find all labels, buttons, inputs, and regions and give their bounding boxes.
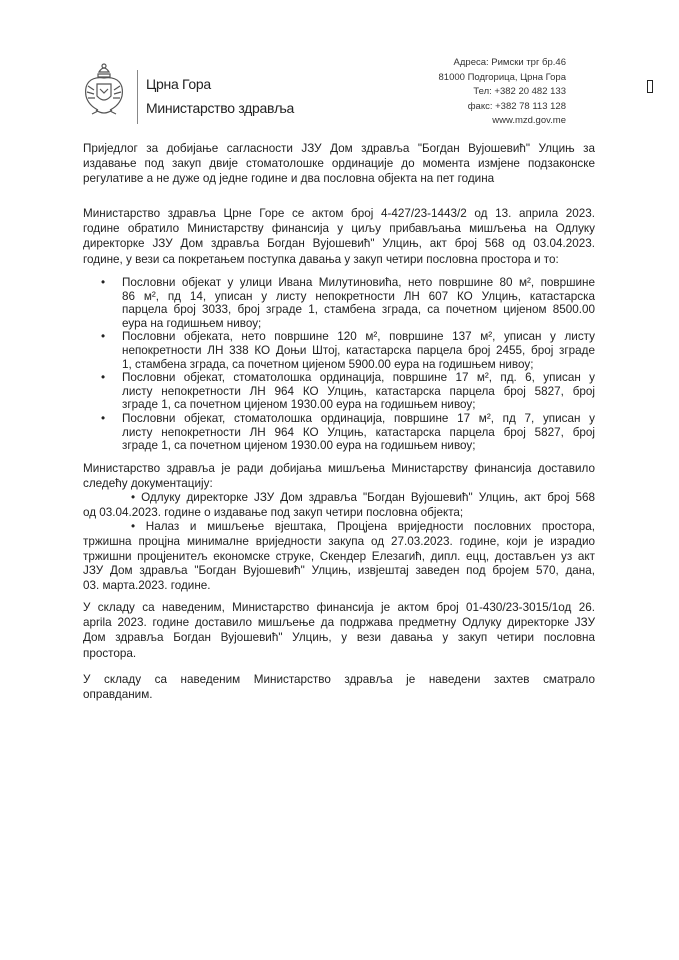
text-line: 1, стамбена зграда, са почетном цијеном 5900.00 еура на годишњем нивоу; xyxy=(122,357,534,371)
bullet-icon: • xyxy=(101,371,106,385)
text-line: парцела број 3033, број зграде 1, стамбена зграда, са почетном цијеном 8500.00 xyxy=(122,303,595,317)
text-line: године обратило Министарству финансија у циљу прибављања мишљења на Одлуку xyxy=(83,222,595,236)
text-line: Пословни објекат у улици Ивана Милутиновића, нето површине 80 м², површине xyxy=(122,276,595,289)
list-item xyxy=(100,330,595,371)
fax-line: факс: +382 78 113 128 xyxy=(467,100,566,112)
bullet-icon: • xyxy=(101,411,106,425)
text-line: У складу са наведеним, Министарство финансија је актом број 01-430/23-3015/1од 26. xyxy=(83,601,595,614)
text-line: тржишни процјенитељ економске струке, Скендер Елезагић, дипл. ецц, достављен уз акт xyxy=(83,549,595,563)
placeholder-box-icon xyxy=(647,80,653,93)
website-line: www.mzd.gov.me xyxy=(492,115,566,127)
paragraph-intro xyxy=(83,206,595,267)
list-item xyxy=(100,371,595,412)
text-line: следећу документацију: xyxy=(83,476,213,490)
coat-of-arms-logo xyxy=(82,62,126,120)
list-item xyxy=(100,412,595,453)
address-line: Адреса: Римски трг бр.46 xyxy=(453,57,566,68)
ministry-name: Министарство здравља xyxy=(146,100,294,116)
text-line: У складу са наведеним Министарство здравља је наведени захтев сматрало xyxy=(83,673,595,686)
text-line: Министарство здравља Црне Горе се актом број 4-427/23-1443/2 од 13. априла 2023. xyxy=(83,207,595,220)
text-line: еура на годишњем нивоу; xyxy=(122,316,262,330)
text-line: од 03.04.2023. године о издавање под закуп четири пословна објекта; xyxy=(83,505,464,519)
text-line: године, у вези са покретањем поступка давања у закуп четири пословна простора и то: xyxy=(83,252,559,266)
text-line: директорке ЈЗУ Дом здравља Богдан Вујошевић" Улцињ, акт број 568 од 03.04.2023. xyxy=(83,237,595,251)
phone-line: Тел: +382 20 482 133 xyxy=(473,86,566,98)
text-line: 03. марта.2023. године. xyxy=(83,578,211,592)
list-item xyxy=(100,276,595,330)
text-line: непокретности ЛН 338 КО Доњи Штој, катастарска парцела број 2455, број зграде xyxy=(122,343,595,357)
text-line: Пословни објекат, стоматолошка ординација, површине 17 м², пд 7, уписан у xyxy=(122,411,595,425)
text-line: Пословни објекат, стоматолошка ординација, површине 17 м², пд. 6, уписан у xyxy=(122,371,595,385)
text-line: простора. xyxy=(83,646,137,660)
text-line: листу непокретности ЛН 964 КО Улцињ, катастарска парцела број 5827, број xyxy=(122,384,595,398)
paragraph-documentation xyxy=(83,462,595,593)
organization-name xyxy=(146,72,294,120)
text-line: • Налаз и мишљење вјештака, Процјена вриједности пословних простора, xyxy=(131,520,595,534)
country-name: Црна Гора xyxy=(146,76,211,92)
text-line: Министарство здравља је ради добијања мишљења Министарству финансија доставило xyxy=(83,462,595,475)
city-line: 81000 Подгорица, Црна Гора xyxy=(438,71,566,83)
text-line: тржишна процјна минималне вриједности закупа од 27.03.2023. године, који је израдио xyxy=(83,534,595,548)
text-line: aprila 2023. године доставило мишљење да подржава предметну Одлуку директорке ЈЗУ xyxy=(83,616,595,630)
text-line: Пословни објеката, нето површине 120 м², површине 137 м², уписан у листу xyxy=(122,330,595,344)
text-line: Дом здравља Богдан Вујошевић" Улцињ, у вези давања у закуп четири пословна xyxy=(83,631,595,645)
text-line: регулативе а не дуже од једне године и два пословна објекта на пет година xyxy=(83,172,495,186)
contact-block xyxy=(439,56,566,129)
text-line: оправданим. xyxy=(83,688,153,702)
header-divider xyxy=(137,70,138,124)
premises-list xyxy=(100,276,595,453)
bullet-icon: • xyxy=(101,276,106,289)
text-line: ЈЗУ Дом здравља "Богдан Вујошевић" Улцињ, извјештај заведен под бројем 570, дана, xyxy=(83,564,595,578)
text-line: листу непокретности ЛН 964 КО Улцињ, катастарска парцела број 5827, број xyxy=(122,425,595,439)
text-line: издавање под закуп двије стоматолошке ординације до момента измјене подзаконске xyxy=(83,157,595,171)
document-title xyxy=(83,141,595,187)
bullet-icon: • xyxy=(101,330,106,344)
text-line: • Одлуку директорке ЈЗУ Дом здравља "Богдан Вујошевић" Улцињ, акт број 568 xyxy=(131,491,595,505)
paragraph-finance-opinion xyxy=(83,600,595,661)
text-line: Приједлог за добијање сагласности ЈЗУ Дом здравља "Богдан Вујошевић" Улцињ за xyxy=(83,142,595,155)
paragraph-conclusion xyxy=(83,672,595,702)
text-line: 86 м², пд 14, уписан у листу непокретности ЛН 607 КО Улцињ, катастарска xyxy=(122,289,595,303)
text-line: зграде 1, са почетном цијеном 1930.00 еура на годишњем нивоу; xyxy=(122,439,476,453)
text-line: зграде 1, са почетном цијеном 1930.00 еура на годишњем нивоу; xyxy=(122,398,476,412)
